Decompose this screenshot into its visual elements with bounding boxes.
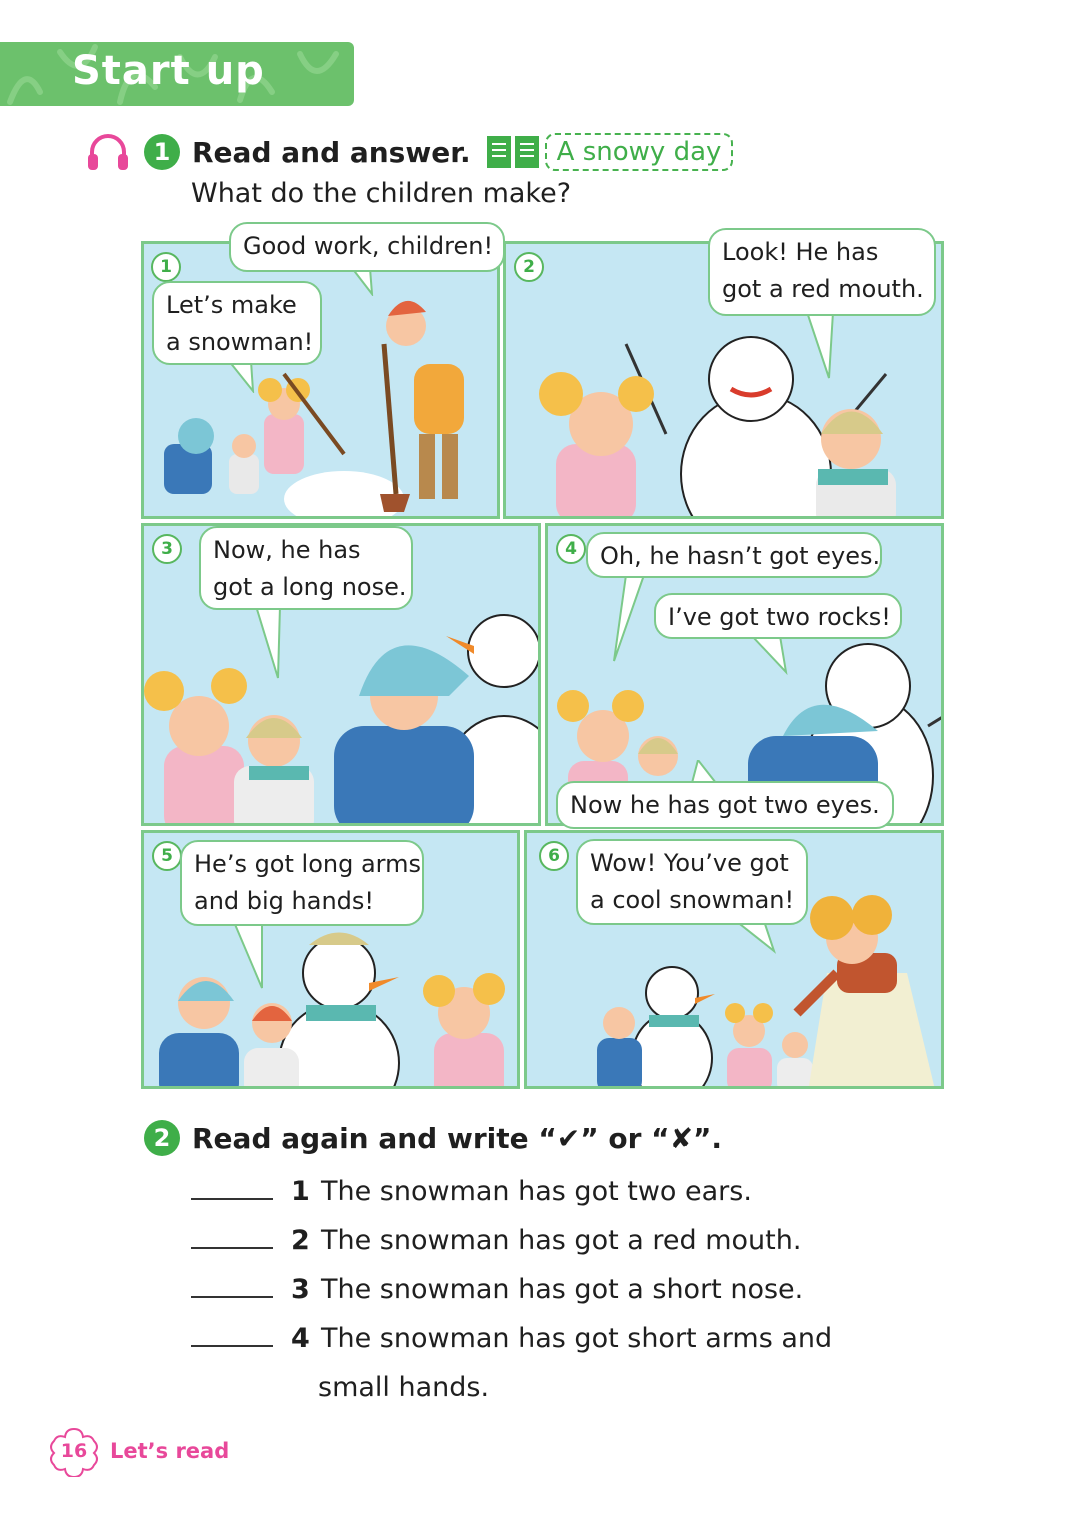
answer-blank[interactable] [191,1327,273,1347]
exercise-title: Read and answer. [192,135,471,169]
question-text: What do the children make? [191,178,572,209]
bubble-tail [750,636,790,676]
item-text: The snowman has got a red mouth. [321,1225,802,1256]
speech-bubble: Oh, he hasn’t got eyes. [586,532,882,578]
item-number: 4 [291,1323,310,1354]
bubble-tail [350,268,380,296]
bubble-tail [232,922,268,992]
book-icon [485,132,541,172]
exercise-number: 2 [144,1120,180,1156]
speech-bubble: Now he has got two eyes. [556,781,894,829]
item-text: The snowman has got a short nose. [321,1274,804,1305]
exercise1-heading [86,132,733,172]
panel-number: 3 [152,534,182,564]
panel-number: 2 [514,252,544,282]
panel-number: 5 [152,841,182,871]
bubble-tail [805,312,839,382]
answer-blank[interactable] [191,1180,273,1200]
page-number: 16 [60,1440,88,1462]
answer-blank[interactable] [191,1229,273,1249]
exercise-item [191,1274,803,1305]
item-number: 1 [291,1176,310,1207]
section-label: Let’s read [110,1439,230,1463]
exercise-title: Read again and write “✔” or “✘”. [192,1121,723,1155]
speech-bubble: Now, he has got a long nose. [199,526,413,610]
bubble-tail [225,361,259,393]
bubble-tail [252,606,286,682]
exercise-item [191,1176,752,1207]
item-text: The snowman has got two ears. [321,1176,752,1207]
story-tag [485,132,734,172]
section-banner [0,42,354,106]
page-footer [48,1425,229,1477]
panel-number: 4 [556,534,586,564]
item-text: The snowman has got short arms and [321,1323,833,1354]
exercise-number: 1 [144,134,180,170]
exercise-item-continuation [318,1372,489,1403]
speech-bubble: Wow! You’ve got a cool snowman! [576,839,808,925]
answer-blank[interactable] [191,1278,273,1298]
panel-number: 6 [539,841,569,871]
item-number: 3 [291,1274,310,1305]
speech-bubble: He’s got long arms and big hands! [180,840,424,926]
speech-bubble: Let’s make a snowman! [152,281,322,365]
exercise-item [191,1323,832,1354]
bubble-tail [734,921,778,955]
panel-number: 1 [151,252,181,282]
speech-bubble: I’ve got two rocks! [654,593,902,639]
item-number: 2 [291,1225,310,1256]
headphones-icon[interactable] [86,132,130,172]
item-text: small hands. [318,1372,490,1403]
speech-bubble: Look! He has got a red mouth. [708,228,936,316]
page-title: Start up [72,48,265,94]
exercise-item [191,1225,801,1256]
bubble-tail [612,575,646,665]
speech-bubble: Good work, children! [229,222,505,272]
story-title: A snowy day [545,133,734,171]
exercise2-heading [144,1120,722,1156]
page-number-badge [48,1425,100,1477]
